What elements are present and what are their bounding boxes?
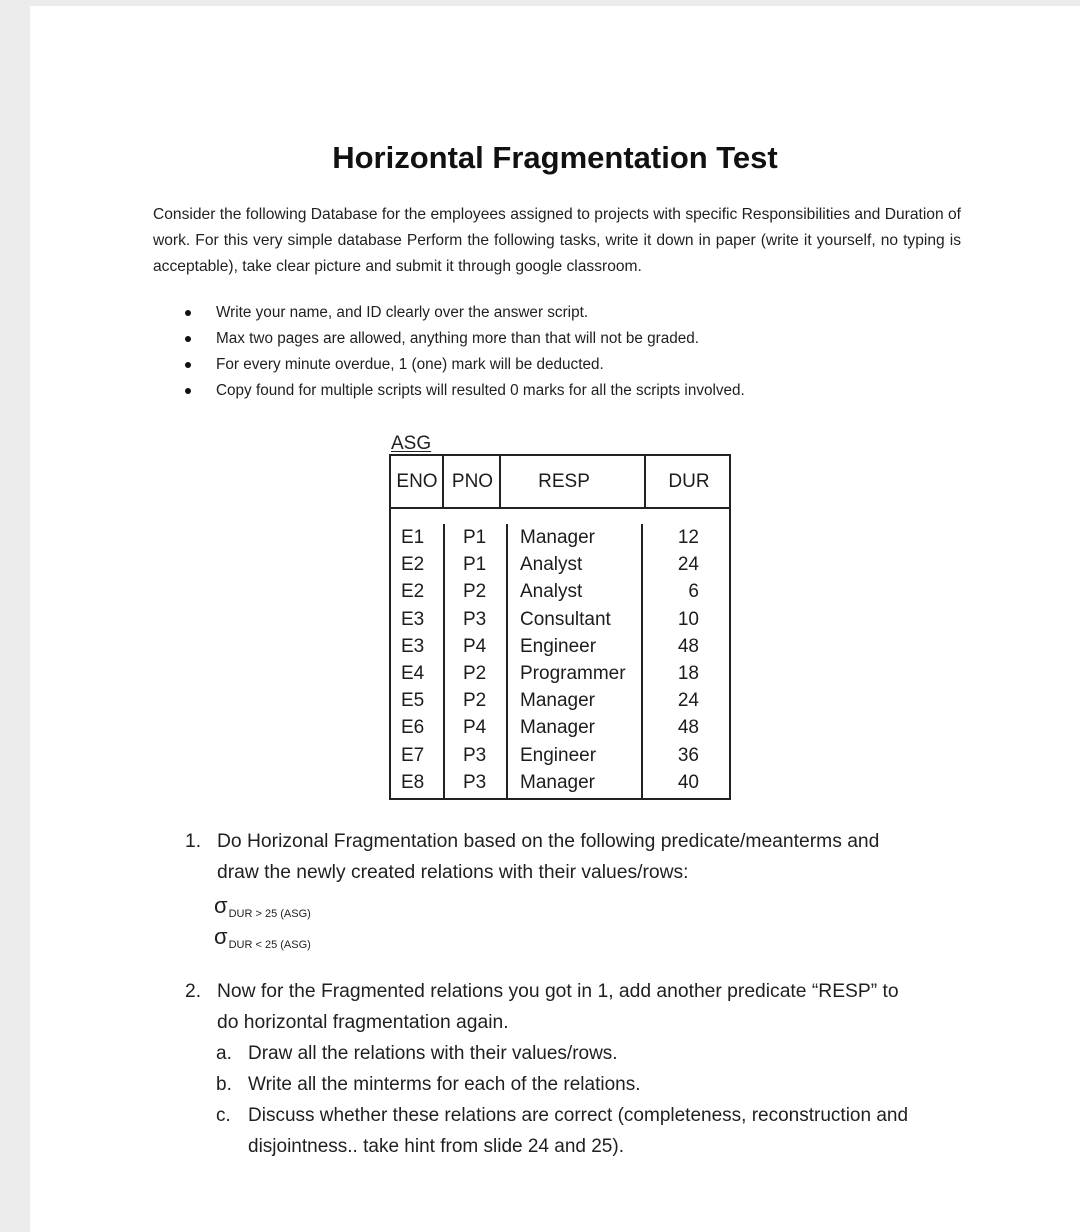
cell-eno: E6: [401, 717, 425, 739]
table-row: [391, 687, 729, 714]
header-pno: PNO: [451, 471, 494, 492]
rules-list: [177, 300, 745, 404]
sub-question-text: disjointness.. take hint from slide 24 and 25).: [248, 1136, 624, 1157]
cell-eno: E8: [401, 771, 425, 793]
divider: [644, 456, 646, 509]
rule-text: Max two pages are allowed, anything more than that will not be graded.: [216, 330, 699, 347]
cell-resp: Analyst: [520, 581, 583, 603]
cell-pno: P2: [463, 690, 487, 712]
predicate-subscript: DUR < 25 (ASG): [228, 939, 311, 951]
question-text-line: draw the newly created relations with their values/rows:: [217, 862, 689, 883]
rule-text: Copy found for multiple scripts will resulted 0 marks for all the scripts involved.: [216, 382, 745, 399]
sub-question-letter: a.: [216, 1043, 232, 1064]
table-row: [391, 660, 729, 687]
cell-dur: 6: [688, 581, 699, 603]
header-resp: RESP: [538, 471, 590, 492]
cell-dur: 48: [677, 635, 699, 657]
question-number: 2.: [185, 981, 202, 1002]
table-row: [391, 714, 729, 741]
asg-table: [389, 454, 731, 800]
cell-eno: E1: [401, 527, 425, 548]
cell-resp: Analyst: [520, 554, 583, 576]
intro-paragraph: Consider the following Database for the employees assigned to projects with specific Responsibilities and Duration of work. For this very simple database Perform the following tasks, write it down in paper (write it yourself, no typing is acceptable), take clear picture and submit it through google classroom.: [153, 206, 961, 275]
cell-pno: P1: [463, 554, 487, 576]
table-body: [391, 524, 729, 796]
table-row: [391, 524, 729, 551]
cell-resp: Engineer: [520, 635, 597, 657]
cell-resp: Consultant: [520, 608, 611, 630]
sub-question-text: Write all the minterms for each of the relations.: [248, 1074, 641, 1095]
cell-dur: 24: [677, 690, 699, 712]
predicate-subscript: DUR > 25 (ASG): [228, 908, 311, 920]
cell-dur: 24: [677, 554, 699, 576]
cell-resp: Manager: [520, 771, 595, 793]
cell-pno: P4: [463, 635, 487, 657]
cell-eno: E5: [401, 690, 425, 712]
table-row: [391, 551, 729, 578]
bullet-icon: [185, 388, 191, 394]
header-dur: DUR: [668, 471, 710, 492]
cell-eno: E2: [401, 554, 425, 576]
cell-pno: P2: [463, 662, 487, 684]
divider: [442, 456, 444, 509]
cell-dur: 40: [677, 771, 699, 793]
cell-resp: Manager: [520, 527, 595, 548]
header-eno: ENO: [396, 471, 438, 492]
cell-resp: Manager: [520, 690, 595, 712]
rule-text: For every minute overdue, 1 (one) mark will be deducted.: [216, 356, 604, 373]
cell-pno: P1: [463, 527, 487, 548]
table-row: [391, 742, 729, 769]
bullet-icon: [185, 310, 191, 316]
cell-pno: P2: [463, 581, 487, 603]
cell-eno: E3: [401, 608, 425, 630]
rule-item: [177, 326, 745, 352]
cell-resp: Manager: [520, 717, 595, 739]
cell-dur: 48: [677, 717, 699, 739]
table-row: [391, 606, 729, 633]
rule-item: [177, 300, 745, 326]
question-text-line: do horizontal fragmentation again.: [217, 1012, 509, 1033]
sub-question-letter: b.: [216, 1074, 232, 1095]
rule-text: Write your name, and ID clearly over the answer script.: [216, 304, 589, 321]
rule-item: [177, 352, 745, 378]
question-text-line: Now for the Fragmented relations you got in 1, add another predicate “RESP” to: [217, 981, 899, 1002]
cell-dur: 18: [677, 662, 699, 684]
cell-dur: 12: [677, 527, 699, 548]
question-2: [185, 976, 985, 1040]
cell-eno: E3: [401, 635, 425, 657]
bullet-icon: [185, 362, 191, 368]
cell-dur: 10: [677, 608, 699, 630]
cell-pno: P3: [463, 771, 487, 793]
cell-resp: Programmer: [520, 662, 626, 684]
sigma-symbol: σ: [214, 924, 228, 949]
sub-question-letter: c.: [216, 1105, 231, 1126]
rule-item: [177, 378, 745, 404]
divider: [499, 456, 501, 509]
sigma-symbol: σ: [214, 893, 228, 918]
table-row: [391, 769, 729, 796]
cell-pno: P4: [463, 717, 487, 739]
document-page: [30, 6, 1080, 1232]
sub-question-text: Discuss whether these relations are correct (completeness, reconstruction and: [248, 1105, 909, 1126]
question-number: 1.: [185, 831, 202, 852]
cell-pno: P3: [463, 744, 487, 766]
bullet-icon: [185, 336, 191, 342]
question-1: [185, 826, 985, 890]
page-title: Horizontal Fragmentation Test: [332, 140, 778, 175]
cell-resp: Engineer: [520, 744, 597, 766]
predicate-2: [214, 924, 311, 950]
table-row: [391, 578, 729, 605]
sub-question-text: Draw all the relations with their values/rows.: [248, 1043, 618, 1064]
table-name: ASG: [391, 433, 432, 454]
predicate-1: [214, 893, 311, 919]
cell-eno: E4: [401, 662, 425, 684]
cell-pno: P3: [463, 608, 487, 630]
table-row: [391, 633, 729, 660]
question-text-line: Do Horizonal Fragmentation based on the following predicate/meanterms and: [217, 831, 880, 852]
cell-eno: E2: [401, 581, 425, 603]
cell-eno: E7: [401, 744, 425, 766]
cell-dur: 36: [677, 744, 699, 766]
